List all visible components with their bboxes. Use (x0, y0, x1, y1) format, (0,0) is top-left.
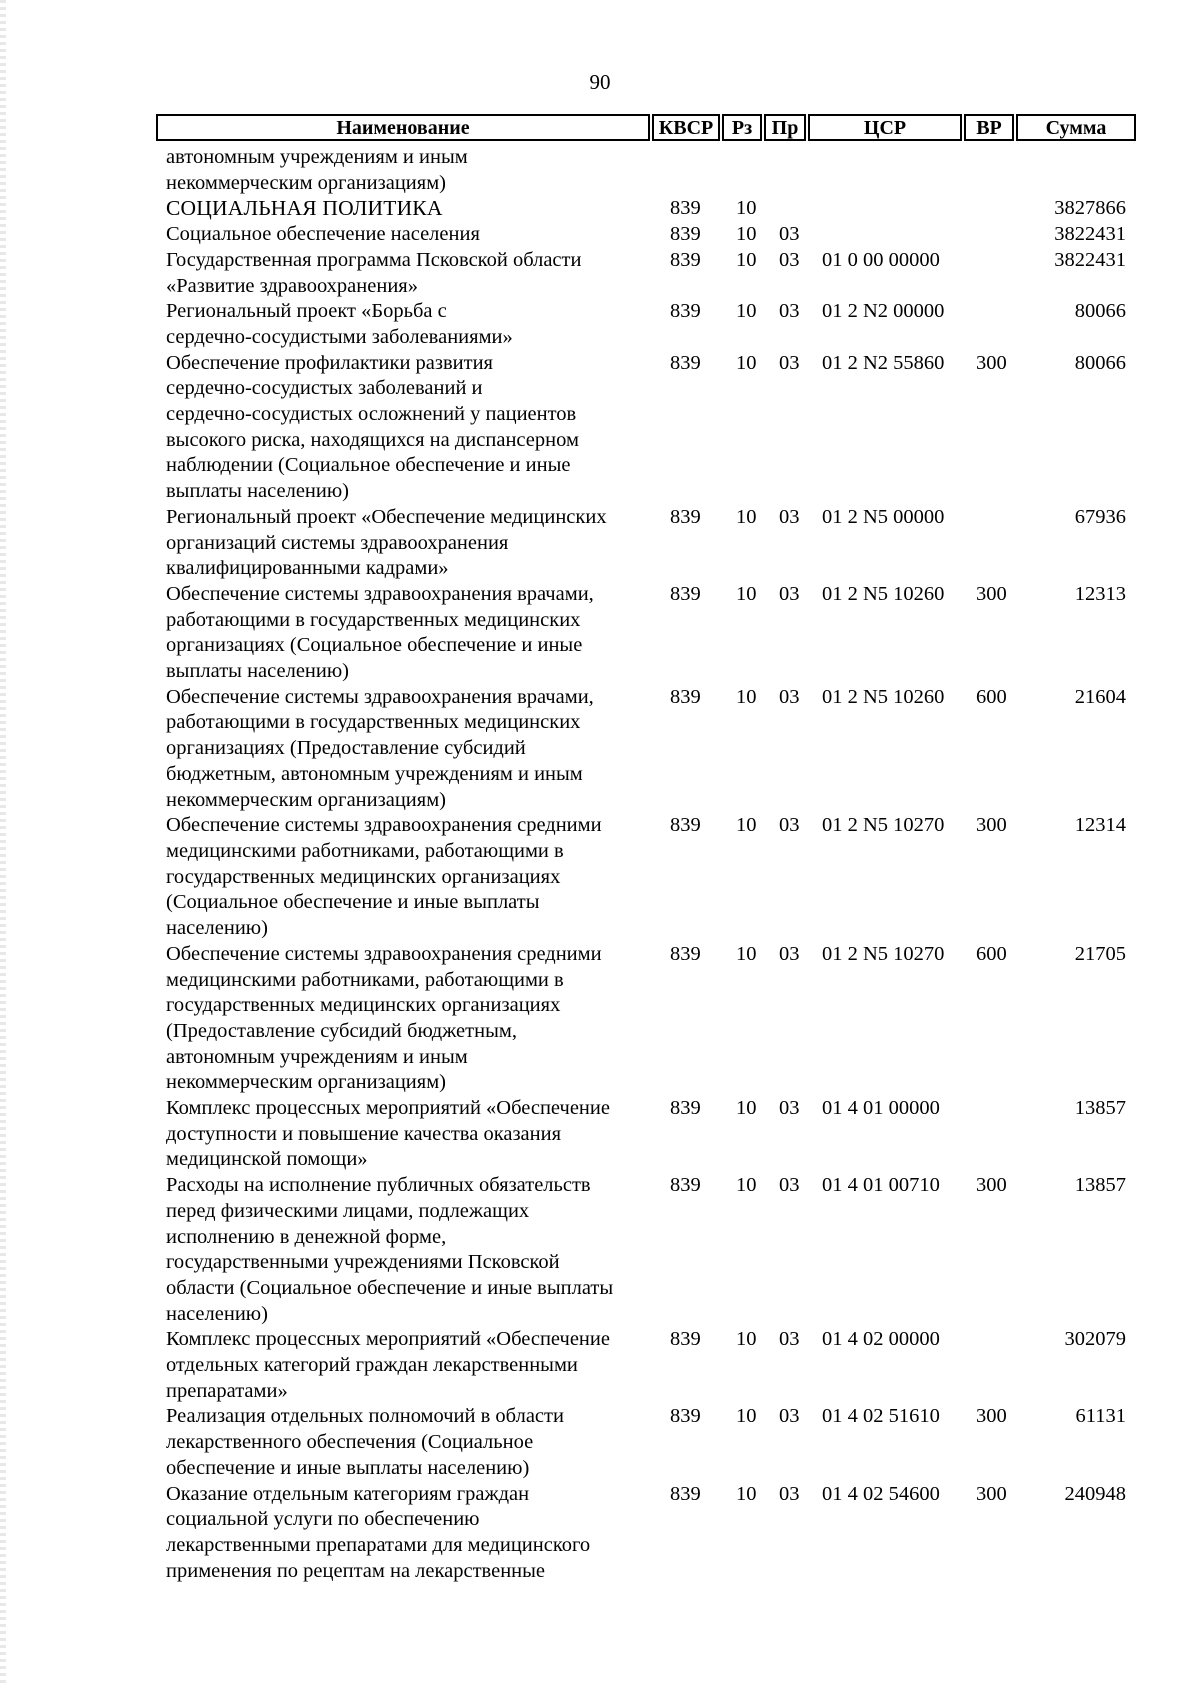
cell-rz: 10 (736, 351, 757, 374)
row-name-line: (Предоставление субсидий бюджетным, (166, 1019, 517, 1042)
cell-kvsr: 839 (670, 685, 701, 708)
cell-rz: 10 (736, 1097, 757, 1120)
row-name-line: высокого риска, находящихся на диспансерном (166, 428, 579, 451)
table-row (166, 813, 1126, 942)
cell-csr: 01 0 00 00000 (822, 248, 940, 271)
cell-sum: 3827866 (1054, 197, 1126, 220)
row-name-line: государственных медицинских организациях (166, 994, 561, 1017)
row-name (166, 685, 654, 814)
row-name-line: сердечно-сосудистых заболеваний и (166, 377, 483, 400)
cell-csr: 01 2 N5 10260 (822, 685, 945, 708)
cell-pr: 03 (779, 248, 800, 271)
table-row (166, 222, 1126, 248)
row-name (166, 505, 654, 582)
row-name (166, 1173, 654, 1327)
header-pr: Пр (764, 114, 806, 141)
cell-csr: 01 4 02 54600 (822, 1482, 940, 1505)
row-name-line: государственных медицинских организациях (166, 865, 561, 888)
row-name (166, 1096, 654, 1173)
row-name-line: Государственная программа Псковской области (166, 248, 582, 271)
cell-sum: 21705 (1074, 942, 1126, 965)
row-name-line: «Развитие здравоохранения» (166, 274, 418, 297)
cell-kvsr: 839 (670, 505, 701, 528)
row-name (166, 1327, 654, 1404)
cell-kvsr: 839 (670, 197, 701, 220)
cell-sum: 21604 (1074, 685, 1126, 708)
cell-vr: 600 (976, 942, 1007, 965)
row-name-line: (Социальное обеспечение и иные выплаты (166, 891, 540, 914)
row-name (166, 351, 654, 505)
row-name-line: Обеспечение профилактики развития (166, 351, 493, 374)
row-name-line: Обеспечение системы здравоохранения средними (166, 814, 602, 837)
row-name (166, 145, 654, 196)
cell-sum: 13857 (1074, 1174, 1126, 1197)
table-row (166, 1482, 1126, 1585)
cell-sum: 61131 (1075, 1405, 1126, 1428)
row-name-line: медицинскими работниками, работающими в (166, 839, 564, 862)
cell-sum: 3822431 (1054, 223, 1126, 246)
row-name-line: Расходы на исполнение публичных обязательств (166, 1174, 591, 1197)
row-name-line: сердечно-сосудистых осложнений у пациентов (166, 403, 577, 426)
cell-pr: 03 (779, 223, 800, 246)
table-row (166, 1173, 1126, 1327)
cell-kvsr: 839 (670, 1328, 701, 1351)
row-name-line: государственными учреждениями Псковской (166, 1251, 560, 1274)
row-name-line: автономным учреждениям и иным (166, 146, 468, 168)
cell-kvsr: 839 (670, 351, 701, 374)
cell-rz: 10 (736, 197, 757, 220)
row-name-line: выплаты населению) (166, 660, 350, 683)
row-name-line: социальной услуги по обеспечению (166, 1508, 480, 1531)
row-name-line: работающими в государственных медицинских (166, 608, 581, 631)
cell-vr: 300 (976, 351, 1007, 374)
table-row (166, 685, 1126, 814)
row-name-line: наблюдении (Социальное обеспечение и иные (166, 454, 571, 477)
cell-pr: 03 (779, 814, 800, 837)
cell-rz: 10 (736, 248, 757, 271)
row-name-line: исполнению в денежной форме, (166, 1225, 447, 1248)
cell-csr: 01 2 N5 10260 (822, 582, 945, 605)
cell-rz: 10 (736, 814, 757, 837)
table-row (166, 505, 1126, 582)
row-name-line: населению) (166, 917, 268, 940)
cell-kvsr: 839 (670, 248, 701, 271)
row-name (166, 222, 654, 248)
cell-sum: 80066 (1074, 300, 1126, 323)
row-name-line: отдельных категорий граждан лекарственными (166, 1354, 578, 1377)
cell-kvsr: 839 (670, 1405, 701, 1428)
cell-kvsr: 839 (670, 1482, 701, 1505)
row-name-line: населению) (166, 1302, 268, 1325)
cell-rz: 10 (736, 1482, 757, 1505)
cell-pr: 03 (779, 505, 800, 528)
row-name (166, 1404, 654, 1481)
table-row (166, 196, 1126, 222)
row-name-line: квалифицированными кадрами» (166, 557, 449, 580)
row-name-line: некоммерческим организациям) (166, 1071, 446, 1094)
row-name-line: некоммерческим организациям) (166, 788, 446, 811)
row-name-line: организациях (Социальное обеспечение и иные (166, 634, 583, 657)
header-csr: ЦСР (808, 114, 962, 141)
cell-csr: 01 2 N2 00000 (822, 300, 945, 323)
row-name (166, 299, 654, 350)
table-row (166, 1404, 1126, 1481)
cell-vr: 300 (976, 1405, 1007, 1428)
cell-sum: 302079 (1064, 1328, 1126, 1351)
row-name-line: доступности и повышение качества оказания (166, 1122, 562, 1145)
cell-csr: 01 2 N5 10270 (822, 942, 945, 965)
row-name (166, 1482, 654, 1585)
row-name-line: Обеспечение системы здравоохранения врачами, (166, 582, 594, 605)
cell-pr: 03 (779, 1482, 800, 1505)
cell-pr: 03 (779, 1174, 800, 1197)
row-name-line: лекарственного обеспечения (Социальное (166, 1431, 534, 1454)
header-name: Наименование (156, 114, 650, 141)
cell-rz: 10 (736, 1405, 757, 1428)
cell-pr: 03 (779, 582, 800, 605)
row-name-line: Обеспечение системы здравоохранения средними (166, 942, 602, 965)
row-name-line: Оказание отдельным категориям граждан (166, 1482, 530, 1505)
table-row (166, 351, 1126, 505)
row-name (166, 196, 654, 222)
row-name (166, 582, 654, 685)
cell-sum: 13857 (1074, 1097, 1126, 1120)
row-name-line: лекарственными препаратами для медицинского (166, 1533, 591, 1556)
cell-pr: 03 (779, 1405, 800, 1428)
scan-edge (0, 0, 6, 1686)
cell-kvsr: 839 (670, 1174, 701, 1197)
row-name-line: обеспечение и иные выплаты населению) (166, 1456, 530, 1479)
row-name-line: организациях (Предоставление субсидий (166, 737, 526, 760)
cell-pr: 03 (779, 1097, 800, 1120)
row-name-line: Комплекс процессных мероприятий «Обеспечение (166, 1097, 610, 1120)
row-name-line: медицинскими работниками, работающими в (166, 968, 564, 991)
cell-rz: 10 (736, 582, 757, 605)
cell-sum: 12313 (1074, 582, 1126, 605)
cell-csr: 01 4 01 00000 (822, 1097, 940, 1120)
row-name-line: области (Социальное обеспечение и иные выплаты (166, 1276, 614, 1299)
cell-kvsr: 839 (670, 1097, 701, 1120)
row-name-line: Обеспечение системы здравоохранения врачами, (166, 685, 594, 708)
row-name-line: выплаты населению) (166, 480, 350, 503)
row-name-line: сердечно-сосудистыми заболеваниями» (166, 325, 513, 348)
table-row (166, 1327, 1126, 1404)
cell-pr: 03 (779, 685, 800, 708)
cell-rz: 10 (736, 1174, 757, 1197)
cell-csr: 01 2 N5 10270 (822, 814, 945, 837)
page-number: 90 (589, 70, 611, 94)
cell-rz: 10 (736, 1328, 757, 1351)
row-name-line: Региональный проект «Борьба с (166, 300, 447, 323)
table-row (166, 248, 1126, 299)
cell-kvsr: 839 (670, 300, 701, 323)
cell-pr: 03 (779, 942, 800, 965)
cell-kvsr: 839 (670, 814, 701, 837)
header-sum: Сумма (1016, 114, 1136, 141)
table-row (166, 299, 1126, 350)
row-name-line: Социальное обеспечение населения (166, 223, 480, 246)
row-name-line: организаций системы здравоохранения (166, 531, 509, 554)
cell-pr: 03 (779, 351, 800, 374)
cell-csr: 01 4 02 51610 (822, 1405, 940, 1428)
cell-csr: 01 4 01 00710 (822, 1174, 940, 1197)
cell-vr: 600 (976, 685, 1007, 708)
cell-rz: 10 (736, 300, 757, 323)
row-name-line: Комплекс процессных мероприятий «Обеспечение (166, 1328, 610, 1351)
cell-rz: 10 (736, 942, 757, 965)
row-name-line: Реализация отдельных полномочий в области (166, 1405, 564, 1428)
cell-sum: 80066 (1074, 351, 1126, 374)
row-name-line: медицинской помощи» (166, 1148, 368, 1171)
table-body (166, 145, 1126, 1584)
row-name-line: работающими в государственных медицинских (166, 711, 581, 734)
table-row (166, 1096, 1126, 1173)
row-name (166, 813, 654, 942)
table-header (156, 114, 1136, 144)
row-name-line: применения по рецептам на лекарственные (166, 1559, 546, 1582)
cell-vr: 300 (976, 1174, 1007, 1197)
cell-sum: 12314 (1074, 814, 1126, 837)
cell-rz: 10 (736, 223, 757, 246)
row-name-line: препаратами» (166, 1379, 288, 1402)
cell-csr: 01 2 N2 55860 (822, 351, 945, 374)
cell-kvsr: 839 (670, 582, 701, 605)
cell-rz: 10 (736, 505, 757, 528)
cell-vr: 300 (976, 814, 1007, 837)
table-row (166, 582, 1126, 685)
row-name-line: СОЦИАЛЬНАЯ ПОЛИТИКА (166, 196, 443, 221)
row-name (166, 248, 654, 299)
cell-sum: 240948 (1064, 1482, 1126, 1505)
cell-vr: 300 (976, 582, 1007, 605)
cell-sum: 3822431 (1054, 248, 1126, 271)
table-row (166, 942, 1126, 1096)
row-name-line: автономным учреждениям и иным (166, 1045, 468, 1068)
cell-vr: 300 (976, 1482, 1007, 1505)
row-name-line: Региональный проект «Обеспечение медицинских (166, 505, 607, 528)
cell-kvsr: 839 (670, 942, 701, 965)
cell-csr: 01 4 02 00000 (822, 1328, 940, 1351)
row-name-line: некоммерческим организациям) (166, 171, 446, 194)
table-row (166, 145, 1126, 196)
row-name (166, 942, 654, 1096)
header-rz: Рз (722, 114, 762, 141)
header-vr: ВР (964, 114, 1014, 141)
cell-pr: 03 (779, 300, 800, 323)
row-name-line: бюджетным, автономным учреждениям и иным (166, 762, 583, 785)
header-kvsr: КВСР (652, 114, 720, 141)
cell-sum: 67936 (1074, 505, 1126, 528)
cell-pr: 03 (779, 1328, 800, 1351)
cell-csr: 01 2 N5 00000 (822, 505, 945, 528)
cell-rz: 10 (736, 685, 757, 708)
row-name-line: перед физическими лицами, подлежащих (166, 1199, 530, 1222)
cell-kvsr: 839 (670, 223, 701, 246)
